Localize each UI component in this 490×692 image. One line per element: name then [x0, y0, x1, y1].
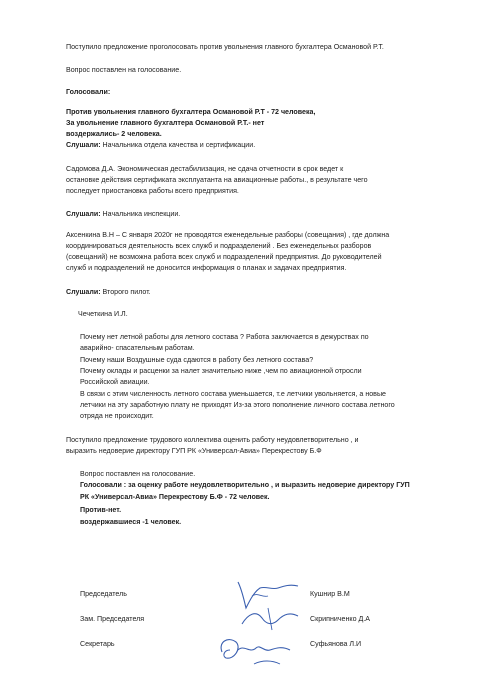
paragraph-line: служб и подразделений не доносится информация о планах и задачах предприятия.: [66, 264, 347, 272]
deputy-role: Зам. Председателя: [80, 615, 145, 623]
secretary-name: Суфьянова Л.И: [310, 640, 362, 648]
paragraph-line: отряда не происходит.: [80, 412, 154, 420]
heard-label: Слушали:: [66, 288, 101, 296]
paragraph-line: Почему оклады и расценки за налет значительно ниже ,чем по авиационной отросли: [80, 367, 362, 375]
heard-label: Слушали:: [66, 141, 101, 149]
voted-heading: Голосовали:: [66, 88, 111, 96]
heard-text: Начальника инспекции.: [100, 210, 181, 218]
secretary-signature: [214, 630, 294, 670]
secretary-role: Секретарь: [80, 640, 115, 648]
proposal-line: Поступило предложение проголосовать против увольнения главного бухгалтера Османовой Р.Т.: [66, 43, 384, 51]
vote-abstained-2: воздержавшиеся -1 человек.: [80, 518, 182, 526]
paragraph-line: Российской авиации.: [80, 378, 150, 386]
voted-text: за оценку работе неудовлетворительно , и выразить недоверие директору ГУП: [126, 481, 410, 489]
paragraph-line: Почему наши Воздушные суда сдаются в работу без летного состава?: [80, 356, 314, 364]
vote-against-2: Против-нет.: [80, 506, 122, 514]
paragraph-line: летчики на эту заработную плату не приходят Из-за этого пополнение личного состава летного: [80, 401, 395, 409]
vote-announcement-2: Вопрос поставлен на голосование.: [80, 470, 196, 478]
vote-abstained: воздержались- 2 человека.: [66, 130, 162, 138]
paragraph-line: последует приостановка работы всего предприятия.: [66, 187, 239, 195]
paragraph-line: В связи с этим численность летного состава уменьшается, т.е летчики увольняется, а новые: [80, 390, 386, 398]
paragraph-line: Садомова Д.А. Экономическая дестабилизация, не сдача отчетности в срок ведет к: [66, 165, 344, 173]
vote-result-line-2: РК «Универсал-Авиа» Перекрестову Б.Ф - 72 человек.: [80, 493, 270, 501]
paragraph-line: координироваться деятельность всех служб и подразделений . Без еженедельных разборов: [66, 242, 372, 250]
chair-role: Председатель: [80, 590, 127, 598]
vote-for: За увольнение главного бухгалтера Османовой Р.Т.- нет: [66, 119, 265, 127]
paragraph-line: остановке действия сертификата эксплуатанта на авиационные работы., в результате чего: [66, 176, 368, 184]
paragraph-line: Почему нет летной работы для летного состава ? Работа заключается в дежурствах по: [80, 333, 369, 341]
deputy-name: Скрипниченко Д.А: [310, 615, 371, 623]
paragraph-line: Аксенкина В.Н – С января 2020г не проводятся еженедельные разборы (совещания) , где должна: [66, 231, 390, 239]
heard-line-3: [66, 288, 151, 298]
heard-line-1: [66, 141, 255, 151]
paragraph-line: выразить недоверие директору ГУП РК «Универсал-Авиа» Перекрестову Б.Ф: [66, 447, 322, 455]
heard-line-2: [66, 210, 180, 220]
voted-label: Голосовали :: [80, 481, 127, 489]
vote-result-line: [80, 481, 410, 491]
vote-against: Против увольнения главного бухгалтера Османовой Р.Т - 72 человека,: [66, 108, 316, 116]
heard-label: Слушали:: [66, 210, 101, 218]
chair-name: Кушнир В.М: [310, 590, 350, 598]
heard-text: Второго пилот.: [100, 288, 151, 296]
paragraph-line: Поступило предложение трудового коллектива оценить работу неудовлетворительно , и: [66, 436, 359, 444]
paragraph-line: аварийно- спасательным работам.: [80, 344, 195, 352]
vote-announcement: Вопрос поставлен на голосование.: [66, 66, 182, 74]
speaker-name: Чечеткина И.Л.: [78, 310, 128, 318]
paragraph-line: (совещаний) не возможна работа всех служб и подразделений предприятия. До руководителей: [66, 253, 382, 261]
heard-text: Начальника отдела качества и сертификации.: [100, 141, 256, 149]
